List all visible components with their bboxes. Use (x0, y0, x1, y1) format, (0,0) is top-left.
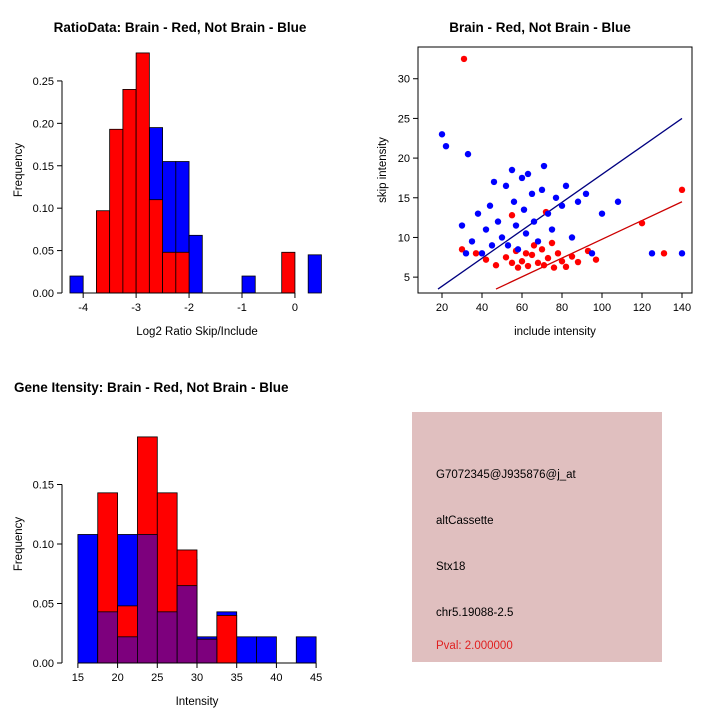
gene-name-text: Stx18 (436, 561, 466, 573)
scatter-point (503, 183, 509, 189)
scatter-point (639, 220, 645, 226)
scatter-point (529, 191, 535, 197)
scatter-point (593, 256, 599, 262)
svg-text:35: 35 (230, 672, 243, 684)
svg-text:120: 120 (632, 302, 652, 314)
svg-text:0: 0 (291, 302, 299, 314)
scatter-point (487, 203, 493, 209)
svg-text:20: 20 (111, 672, 124, 684)
scatter-point (575, 259, 581, 265)
scatter-point (549, 226, 555, 232)
histogram-bar-overlap (177, 586, 197, 663)
scatter-point (439, 131, 445, 137)
svg-text:140: 140 (672, 302, 692, 314)
histogram-bar (176, 252, 189, 293)
scatter-point (515, 246, 521, 252)
svg-text:0.25: 0.25 (32, 75, 54, 88)
scatter-point (535, 260, 541, 266)
svg-text:40: 40 (475, 302, 489, 314)
scatter-point (559, 258, 565, 264)
svg-text:20: 20 (397, 153, 410, 166)
svg-text:5: 5 (403, 272, 410, 285)
scatter-point (541, 262, 547, 268)
histogram-bar (242, 276, 255, 293)
scatter-point (493, 262, 499, 268)
scatter-point (649, 250, 655, 256)
scatter-point (461, 56, 467, 62)
svg-text:30: 30 (397, 73, 410, 86)
histogram-bar (189, 235, 202, 293)
histogram-bar (123, 89, 136, 293)
histogram-bar (217, 615, 237, 663)
svg-text:-2: -2 (184, 302, 194, 314)
histogram-bar (149, 200, 162, 293)
scatter-point (499, 234, 505, 240)
scatter-point (535, 238, 541, 244)
intensity-histogram-title: Gene Itensity: Brain - Red, Not Brain - Blue (14, 380, 289, 395)
scatter-point (661, 250, 667, 256)
histogram-bar-overlap (157, 612, 177, 663)
histogram-bar (96, 211, 109, 293)
scatter-point (563, 183, 569, 189)
ratio-histogram-plot (0, 35, 360, 365)
ratio-histogram-title: RatioData: Brain - Red, Not Brain - Blue (53, 20, 307, 35)
histogram-bar-overlap (137, 534, 157, 663)
scatter-point (509, 212, 515, 218)
svg-text:skip intensity: skip intensity (377, 137, 389, 203)
scatter-point (483, 226, 489, 232)
scatter-point (465, 151, 471, 157)
svg-text:0.00: 0.00 (32, 658, 54, 670)
svg-text:0.15: 0.15 (32, 160, 54, 173)
histogram-bar (78, 534, 98, 663)
svg-text:0.05: 0.05 (32, 598, 54, 611)
histogram-bar (257, 637, 277, 663)
svg-text:25: 25 (397, 113, 410, 126)
scatter-point (545, 210, 551, 216)
svg-text:40: 40 (270, 672, 283, 684)
scatter-point (515, 264, 521, 270)
svg-text:30: 30 (190, 672, 204, 684)
svg-text:100: 100 (592, 302, 612, 314)
event-type-text: altCassette (436, 515, 494, 527)
probe-info-panel (412, 412, 662, 662)
svg-text:0.10: 0.10 (32, 539, 54, 551)
scatter-point (491, 179, 497, 185)
scatter-point (503, 254, 509, 260)
histogram-bar (308, 255, 321, 293)
svg-text:0.05: 0.05 (32, 245, 54, 258)
scatter-point (509, 167, 515, 173)
histogram-bar (237, 637, 257, 663)
scatter-point (615, 199, 621, 205)
scatter-point (545, 255, 551, 261)
histogram-bar-overlap (98, 612, 118, 663)
scatter-point (541, 163, 547, 169)
svg-text:80: 80 (555, 302, 569, 314)
scatter-point (463, 250, 469, 256)
histogram-bar (296, 637, 316, 663)
scatter-point (569, 234, 575, 240)
scatter-point (525, 171, 531, 177)
scatter-point (523, 250, 529, 256)
scatter-point (505, 242, 511, 248)
scatter-point (521, 206, 527, 212)
svg-text:include intensity: include intensity (514, 326, 596, 338)
svg-text:Frequency: Frequency (13, 516, 25, 572)
scatter-point (551, 264, 557, 270)
svg-text:-3: -3 (131, 302, 142, 314)
scatter-point (539, 187, 545, 193)
locus-text: chr5.19088-2.5 (436, 607, 514, 619)
scatter-point (583, 191, 589, 197)
scatter-point (679, 250, 685, 256)
pval-text: Pval: 2.000000 (436, 640, 513, 652)
scatter-point (589, 250, 595, 256)
panel-ratio-histogram (0, 0, 360, 360)
scatter-point (525, 263, 531, 269)
intensity-histogram-plot (0, 395, 360, 725)
probe-id-text: G7072345@J935876@j_at (436, 469, 576, 481)
scatter-point (479, 250, 485, 256)
scatter-point (483, 256, 489, 262)
svg-text:-1: -1 (237, 302, 247, 314)
panel-intensity-histogram (0, 360, 360, 720)
scatter-point (569, 253, 575, 259)
svg-text:Frequency: Frequency (13, 142, 25, 198)
scatter-point (529, 252, 535, 258)
scatter-point (531, 218, 537, 224)
svg-text:0.10: 0.10 (32, 203, 54, 216)
scatter-point (509, 260, 515, 266)
scatter-point (599, 210, 605, 216)
scatter-point (523, 230, 529, 236)
scatter-point (563, 264, 569, 270)
scatter-point (473, 250, 479, 256)
svg-text:Log2 Ratio Skip/Include: Log2 Ratio Skip/Include (136, 326, 258, 338)
histogram-bar (110, 129, 123, 293)
svg-text:25: 25 (151, 672, 164, 684)
histogram-bar-overlap (197, 639, 217, 663)
scatter-point (443, 143, 449, 149)
scatter-point (559, 203, 565, 209)
scatter-title: Brain - Red, Not Brain - Blue (449, 20, 631, 35)
scatter-plot (360, 35, 720, 365)
svg-text:10: 10 (397, 232, 410, 245)
scatter-point (511, 199, 517, 205)
scatter-point (519, 258, 525, 264)
histogram-bar (163, 252, 176, 293)
svg-text:20: 20 (435, 302, 449, 314)
scatter-point (553, 195, 559, 201)
svg-text:60: 60 (515, 302, 529, 314)
svg-text:15: 15 (397, 192, 410, 205)
scatter-point (489, 242, 495, 248)
scatter-point (519, 175, 525, 181)
histogram-bar (282, 252, 295, 293)
scatter-point (555, 250, 561, 256)
histogram-bar (70, 276, 83, 293)
svg-text:0.00: 0.00 (32, 288, 54, 300)
scatter-point (549, 240, 555, 246)
svg-text:45: 45 (309, 672, 323, 684)
histogram-bar-overlap (118, 637, 138, 663)
panel-scatter (360, 0, 720, 360)
scatter-point (513, 222, 519, 228)
scatter-point (469, 238, 475, 244)
svg-text:0.15: 0.15 (32, 479, 54, 492)
scatter-point (575, 199, 581, 205)
svg-text:-4: -4 (78, 302, 89, 314)
svg-text:Intensity: Intensity (175, 696, 219, 708)
scatter-point (539, 246, 545, 252)
scatter-point (495, 218, 501, 224)
svg-text:15: 15 (71, 672, 85, 684)
regression-line (496, 202, 682, 289)
histogram-bar (136, 53, 149, 293)
scatter-point (459, 222, 465, 228)
scatter-point (475, 210, 481, 216)
svg-text:0.20: 0.20 (32, 118, 54, 131)
scatter-point (679, 187, 685, 193)
